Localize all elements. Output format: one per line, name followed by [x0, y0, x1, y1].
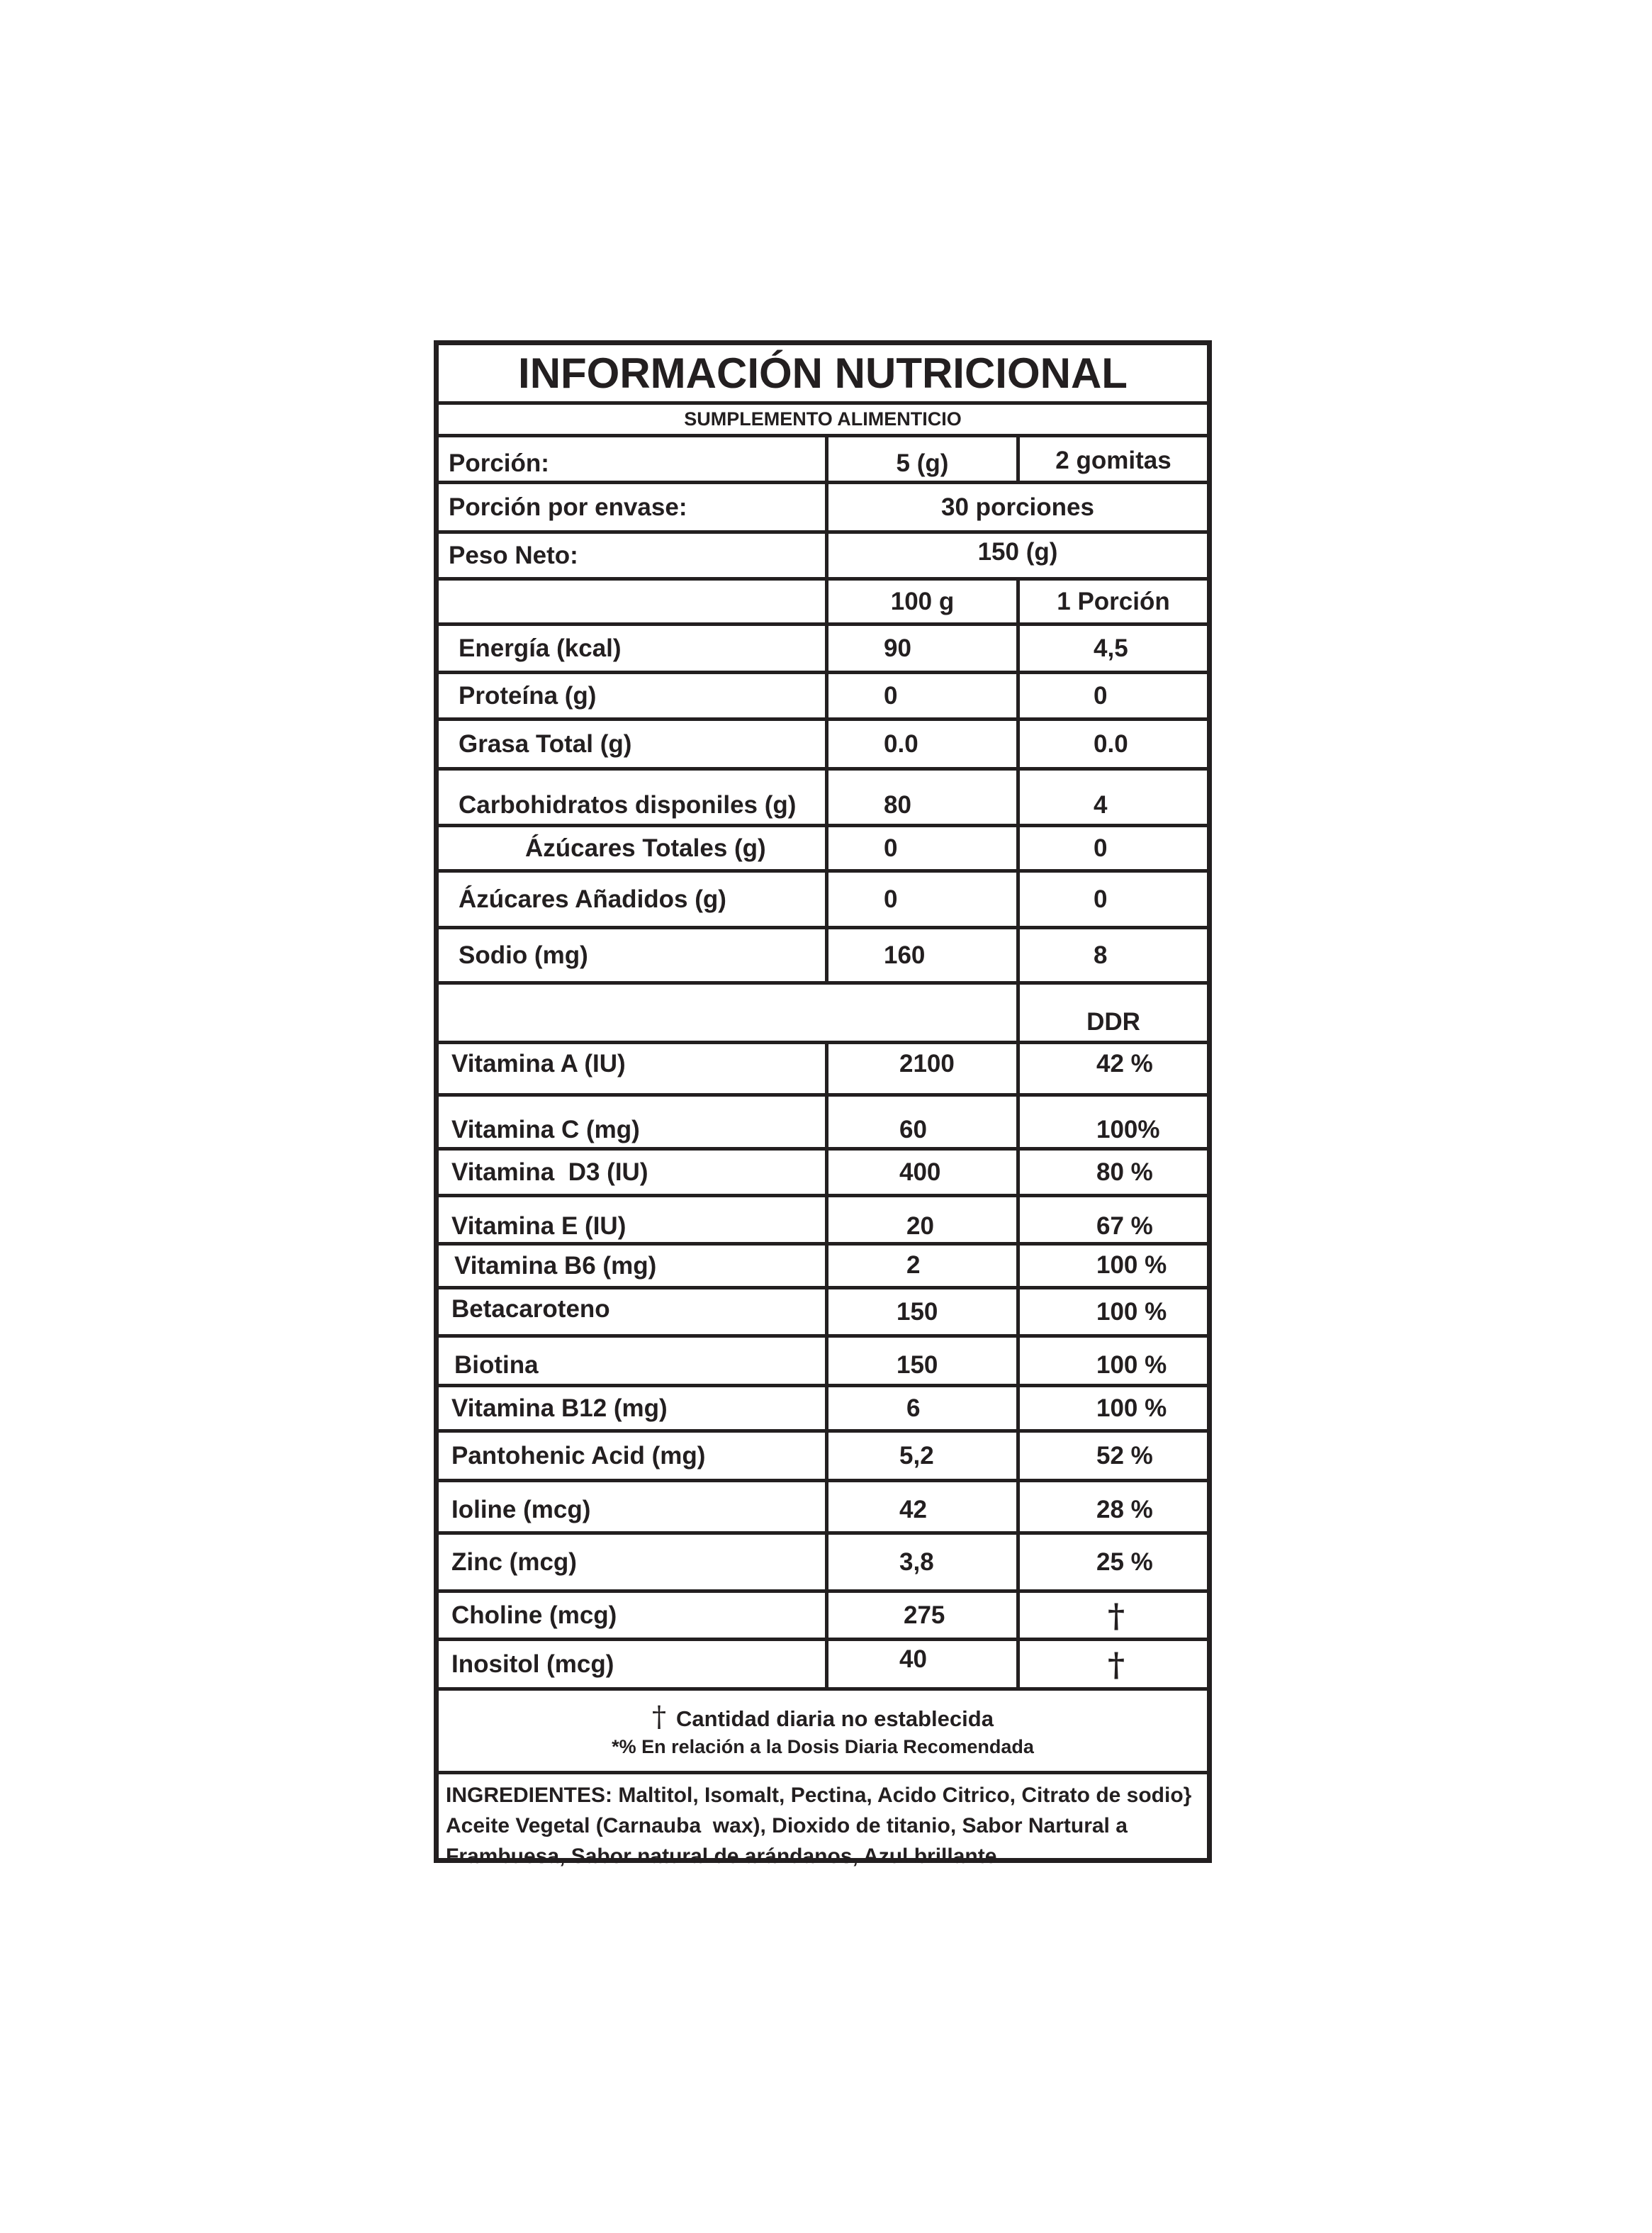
servings-per-container-label: Porción por envase:	[439, 484, 828, 530]
nutrient-name: Energía (kcal)	[439, 626, 828, 671]
nutrient-row	[439, 626, 1207, 674]
serving-size-grams: 5 (g)	[828, 437, 1020, 481]
nutrient-name: Ázúcares Añadidos (g)	[439, 873, 828, 926]
nutrient-per-portion: 0	[1094, 834, 1108, 862]
vitamin-ddr: 42 %	[1096, 1050, 1153, 1078]
vitamin-ddr: 52 %	[1096, 1441, 1153, 1470]
vitamin-ddr: 100 %	[1096, 1351, 1167, 1379]
nutrient-header-per100: 100 g	[828, 581, 1020, 622]
nutrient-name: Carbohidratos disponiles (g)	[439, 771, 828, 824]
nutrient-per100: 0.0	[828, 721, 1020, 767]
net-weight-value: 150 (g)	[977, 538, 1058, 566]
vitamin-name: Ioline (mcg)	[439, 1482, 828, 1531]
net-weight-row	[439, 534, 1207, 581]
ingredients-text	[439, 1774, 1207, 1871]
notes-row	[439, 1691, 1207, 1774]
ingredients-line: Aceite Vegetal (Carnauba wax), Dioxido de titanio, Sabor Nartural a	[446, 1814, 1128, 1837]
vitamin-header-ddr: DDR	[1086, 1008, 1140, 1036]
vitamin-amount: 2	[828, 1246, 1020, 1286]
dagger-note-text: Cantidad diaria no establecida	[676, 1706, 994, 1731]
nutrient-per-portion: 4,5	[1094, 634, 1128, 662]
vitamin-name: Betacaroteno	[439, 1289, 828, 1334]
subtitle-row	[439, 405, 1207, 437]
ingredients-line: INGREDIENTES: Maltitol, Isomalt, Pectina, Acido Citrico, Citrato de sodio}	[446, 1784, 1192, 1807]
nutrition-facts-panel	[434, 340, 1212, 1868]
vitamin-row	[439, 1387, 1207, 1433]
nutrient-per100: 0	[828, 674, 1020, 717]
vitamin-amount: 3,8	[828, 1535, 1020, 1589]
vitamin-amount: 20	[828, 1197, 1020, 1242]
ingredients-line: Frambuesa, Sabor natural de arándanos, Azul brillante.	[446, 1845, 1003, 1868]
dagger-note	[439, 1701, 1207, 1733]
nutrient-row	[439, 674, 1207, 721]
vitamin-row	[439, 1289, 1207, 1338]
vitamin-amount: 2100	[828, 1044, 1020, 1093]
vitamin-header-blank	[439, 985, 828, 1041]
vitamin-amount: 42	[828, 1482, 1020, 1531]
vitamin-name: Biotina	[439, 1338, 828, 1384]
vitamin-amount: 6	[828, 1387, 1020, 1429]
vitamin-name: Inositol (mcg)	[439, 1641, 828, 1687]
nutrient-header-row	[439, 581, 1207, 626]
nutrient-per-portion: 8	[1094, 941, 1108, 969]
vitamin-header-row	[439, 985, 1207, 1044]
vitamin-amount: 275	[828, 1593, 1020, 1638]
dagger-icon: †	[1108, 1645, 1125, 1684]
serving-size-row	[439, 437, 1207, 484]
vitamin-ddr: 100 %	[1096, 1394, 1167, 1422]
vitamin-ddr: 28 %	[1096, 1496, 1153, 1523]
nutrient-row	[439, 771, 1207, 827]
nutrient-per100: 0	[828, 873, 1020, 926]
vitamin-row	[439, 1246, 1207, 1289]
vitamin-amount: 150	[828, 1289, 1020, 1334]
vitamin-amount: 5,2	[828, 1433, 1020, 1479]
vitamin-name: Vitamina C (mg)	[439, 1097, 828, 1147]
dagger-icon: †	[1108, 1596, 1125, 1635]
vitamin-amount: 150	[828, 1338, 1020, 1384]
serving-size-units: 2 gomitas	[1055, 447, 1171, 474]
panel-title: INFORMACIÓN NUTRICIONAL	[518, 349, 1128, 397]
vitamin-ddr: 100%	[1096, 1116, 1160, 1143]
nutrient-per-portion: 4	[1094, 791, 1108, 819]
vitamin-row	[439, 1151, 1207, 1197]
nutrient-name: Grasa Total (g)	[439, 721, 828, 767]
nutrient-row	[439, 721, 1207, 771]
net-weight-label: Peso Neto:	[439, 534, 828, 577]
percent-note: *% En relación a la Dosis Diaria Recomendada	[612, 1736, 1034, 1757]
nutrient-per100: 90	[828, 626, 1020, 671]
vitamin-row	[439, 1433, 1207, 1482]
nutrient-per-portion: 0.0	[1094, 729, 1128, 758]
notes-box	[439, 1691, 1207, 1758]
nutrient-row	[439, 873, 1207, 929]
vitamin-row	[439, 1097, 1207, 1151]
nutrient-per100: 80	[828, 771, 1020, 824]
vitamin-name: Zinc (mcg)	[439, 1535, 828, 1589]
panel-subtitle: SUMPLEMENTO ALIMENTICIO	[684, 408, 962, 430]
nutrient-row	[439, 827, 1207, 873]
vitamin-row	[439, 1535, 1207, 1593]
nutrient-header-blank	[439, 581, 828, 622]
servings-per-container-value: 30 porciones	[941, 493, 1094, 521]
vitamin-amount: 60	[828, 1097, 1020, 1147]
vitamin-row	[439, 1197, 1207, 1246]
nutrient-per100: 0	[828, 827, 1020, 869]
nutrient-name: Sodio (mg)	[439, 929, 828, 981]
vitamin-name: Vitamina A (IU)	[439, 1044, 828, 1093]
vitamin-ddr: 100 %	[1096, 1297, 1167, 1326]
vitamin-row	[439, 1044, 1207, 1097]
servings-per-container-row	[439, 484, 1207, 534]
nutrient-per-portion: 0	[1094, 885, 1108, 913]
vitamin-amount: 40	[828, 1641, 1020, 1687]
serving-size-label: Porción:	[439, 437, 828, 481]
nutrient-per-portion: 0	[1094, 681, 1108, 710]
vitamin-row	[439, 1482, 1207, 1535]
vitamin-row	[439, 1641, 1207, 1691]
ingredients-row	[439, 1774, 1207, 1868]
vitamin-name: Vitamina B6 (mg)	[439, 1246, 828, 1286]
nutrient-header-per-portion: 1 Porción	[1057, 587, 1170, 615]
vitamin-name: Vitamina E (IU)	[439, 1197, 828, 1242]
vitamin-name: Pantohenic Acid (mg)	[439, 1433, 828, 1479]
vitamin-row	[439, 1593, 1207, 1641]
vitamin-name: Vitamina B12 (mg)	[439, 1387, 828, 1429]
vitamin-ddr: 80 %	[1096, 1158, 1153, 1186]
vitamin-ddr: 100 %	[1096, 1251, 1167, 1279]
vitamin-row	[439, 1338, 1207, 1387]
nutrient-per100: 160	[828, 929, 1020, 981]
dagger-symbol-icon: †	[652, 1701, 667, 1733]
vitamin-ddr: 25 %	[1096, 1548, 1153, 1576]
vitamin-name: Choline (mcg)	[439, 1593, 828, 1638]
vitamin-ddr: 67 %	[1096, 1212, 1153, 1240]
vitamin-name: Vitamina D3 (IU)	[439, 1151, 828, 1194]
nutrient-name: Ázúcares Totales (g)	[439, 827, 828, 869]
nutrient-name: Proteína (g)	[439, 674, 828, 717]
title-row	[439, 345, 1207, 405]
nutrient-row	[439, 929, 1207, 985]
vitamin-amount: 400	[828, 1151, 1020, 1194]
vitamin-header-gap	[828, 985, 1020, 1041]
